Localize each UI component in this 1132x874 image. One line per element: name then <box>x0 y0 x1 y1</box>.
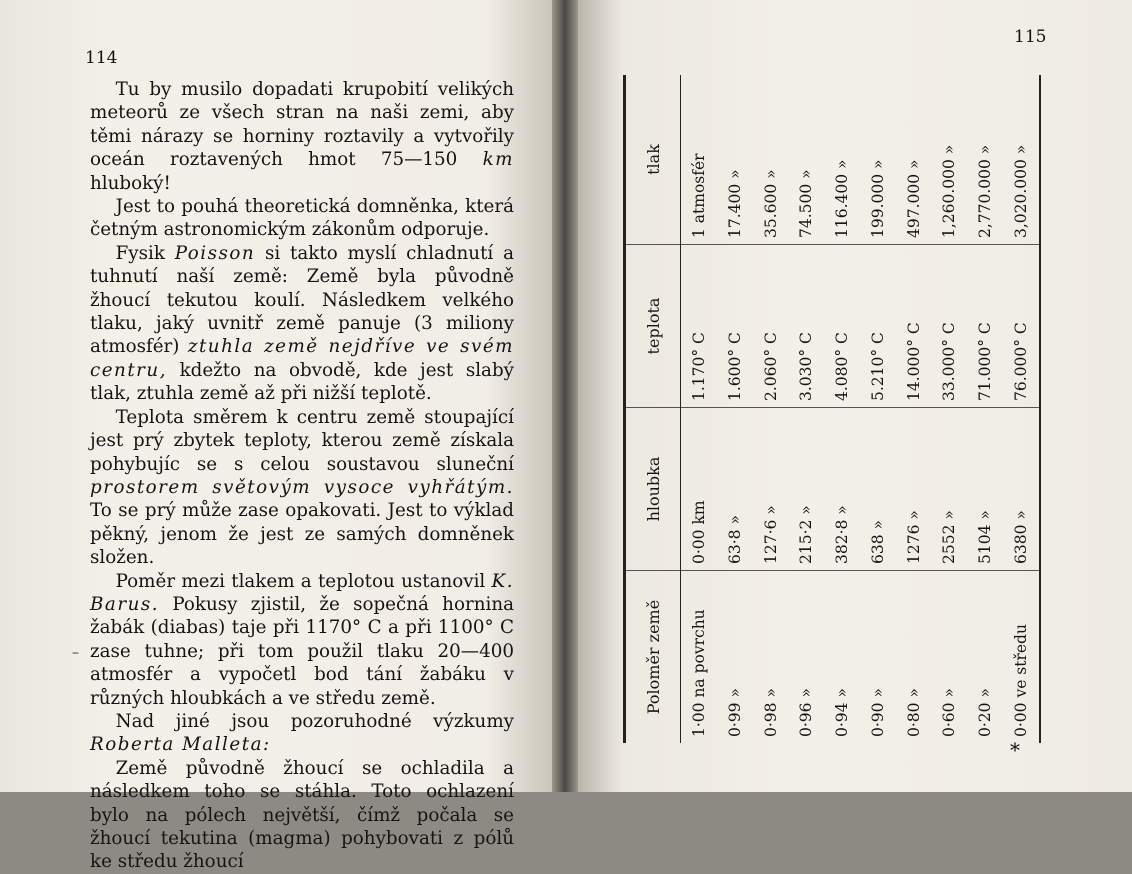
table-row <box>681 75 717 743</box>
table-cell: 35.600 » <box>753 75 789 245</box>
table-row <box>860 75 896 743</box>
earth-table <box>623 75 1041 743</box>
table-cell: 4.080° C <box>824 245 860 408</box>
table-cell: 638 » <box>860 408 896 571</box>
table-cell: 382·8 » <box>824 408 860 571</box>
table-cell: 0·80 » <box>904 688 923 737</box>
table-cell: 5104 » <box>967 408 1003 571</box>
table-cell: 199.000 » <box>860 75 896 245</box>
left-page-text <box>90 78 514 874</box>
column-header: tlak <box>625 75 681 245</box>
table-cell: 5.210° C <box>860 245 896 408</box>
table-cell: 0·96 » <box>797 688 816 737</box>
table-cell: 17.400 » <box>717 75 753 245</box>
column-header: hloubka <box>625 408 681 571</box>
table-row <box>788 75 824 743</box>
italic-text: prostorem světovým vysoce vyhřátým. <box>90 476 514 498</box>
table-row <box>717 75 753 743</box>
table-cell: 497.000 » <box>896 75 932 245</box>
text-run: Nad jiné jsou pozoruhodné výzkumy <box>115 710 514 732</box>
table-cell: 0·99 » <box>725 688 744 737</box>
table-cell: 0·94 » <box>833 688 852 737</box>
table-cell: 63·8 » <box>717 408 753 571</box>
table-cell: 2.060° C <box>753 245 789 408</box>
table-cell: 0·00 ve středu <box>1003 571 1040 744</box>
italic-text: Poisson <box>174 242 256 264</box>
table-row <box>896 75 932 743</box>
table-cell: 0·60 » <box>940 688 959 737</box>
paragraph <box>90 710 514 757</box>
table-cell: 2552 » <box>931 408 967 571</box>
paragraph <box>90 195 514 242</box>
text-run: Jest to pouhá theoretická domněnka, která četným astronomickým zákonům odporuje. <box>90 196 514 241</box>
table-cell: 6380 » <box>1003 408 1040 571</box>
table-cell: 1,260.000 » <box>931 75 967 245</box>
italic-text: K. Barus. <box>90 570 514 615</box>
right-page-number: 115 <box>1014 27 1047 47</box>
table-cell: 3,020.000 » <box>1003 75 1040 245</box>
table-cell: 0·20 » <box>976 688 995 737</box>
table-row <box>967 75 1003 743</box>
table-cell: 74.500 » <box>788 75 824 245</box>
table-cell: 0·90 » <box>868 688 887 737</box>
table-cell: 1.170° C <box>681 245 717 408</box>
left-page <box>0 0 552 873</box>
table-cell: 215·2 » <box>788 408 824 571</box>
table-cell: 1·00 na povrchu <box>689 609 708 737</box>
italic-text: Roberta Malleta: <box>90 734 271 756</box>
paragraph <box>90 406 514 570</box>
table-cell: 127·6 » <box>753 408 789 571</box>
table-row <box>753 75 789 743</box>
table-row <box>931 75 967 743</box>
margin-mark: – <box>72 645 79 661</box>
text-run: Fysik <box>115 242 175 264</box>
table-cell: 71.000° C <box>967 245 1003 408</box>
table-cell: 116.400 » <box>824 75 860 245</box>
table-cell: 3.030° C <box>788 245 824 408</box>
italic-text: ztuhla země nejdříve ve svém centru, <box>90 336 514 381</box>
table-cell: 76.000° C <box>1003 245 1040 408</box>
table-row <box>1003 75 1040 743</box>
paragraph <box>90 757 514 874</box>
text-run: kdežto na obvodě, kde jest slabý tlak, ztuhla země až při nižší teplotě. <box>90 359 514 405</box>
paragraph <box>90 78 514 195</box>
text-run: Poměr mezi tlakem a teplotou ustanovil <box>115 570 492 592</box>
text-run: Pokusy zjistil, že sopečná hornina žabák (diabas) taje při 1170° C a při 1100° C zase tuhne; při tom použil tlaku 20—400 atmosfér a vypočetl bod tání žabáku v různých hloubkách a ve středu země. <box>90 593 514 709</box>
table-cell: 1.600° C <box>717 245 753 408</box>
table-cell: 1 atmosfér <box>681 75 717 245</box>
text-run: To se prý může zase opakovati. Jest to výklad pěkný, jenom že jest ze samých domněnek složen. <box>90 500 514 569</box>
text-run: Země původně žhoucí se ochladila a následkem toho se stáhla. Toto ochlazení bylo na pólech největší, čímž počala se žhoucí tekutina (magma) pohybovati z pólů ke středu žhoucí <box>90 757 514 873</box>
text-run: si takto myslí chladnutí a tuhnutí naší země: Země byla původně žhoucí tekutou koulí. Následkem velkého tlaku, jaký uvnitř země panuje (3 miliony atmosfér) <box>90 242 514 358</box>
table-cell: 33.000° C <box>931 245 967 408</box>
footnote-star: * <box>1010 738 1020 762</box>
italic-text: km <box>482 149 514 171</box>
table-cell: 0·00 km <box>681 408 717 571</box>
table-cell: 1276 » <box>896 408 932 571</box>
text-run: Tu by musilo dopadati krupobití velikých meteorů ze všech stran na naši zemi, aby těmi nárazy se horniny roztavily a vytvořily oceán roztavených hmot 75—150 <box>90 79 514 171</box>
table-cell: 2,770.000 » <box>967 75 1003 245</box>
book-gutter <box>552 0 578 792</box>
left-page-number: 114 <box>85 48 118 68</box>
table-cell: 14.000° C <box>896 245 932 408</box>
paragraph <box>90 570 514 710</box>
paragraph <box>90 242 514 406</box>
column-header: teplota <box>625 245 681 408</box>
table-cell: 0·98 » <box>761 688 780 737</box>
text-run: hluboký! <box>90 172 171 194</box>
table-row <box>824 75 860 743</box>
text-run: Teplota směrem k centru země stoupající jest prý zbytek teploty, kterou země získala pohybujíc se s celou soustavou sluneční <box>90 406 514 475</box>
column-header: Poloměr země <box>625 571 681 744</box>
